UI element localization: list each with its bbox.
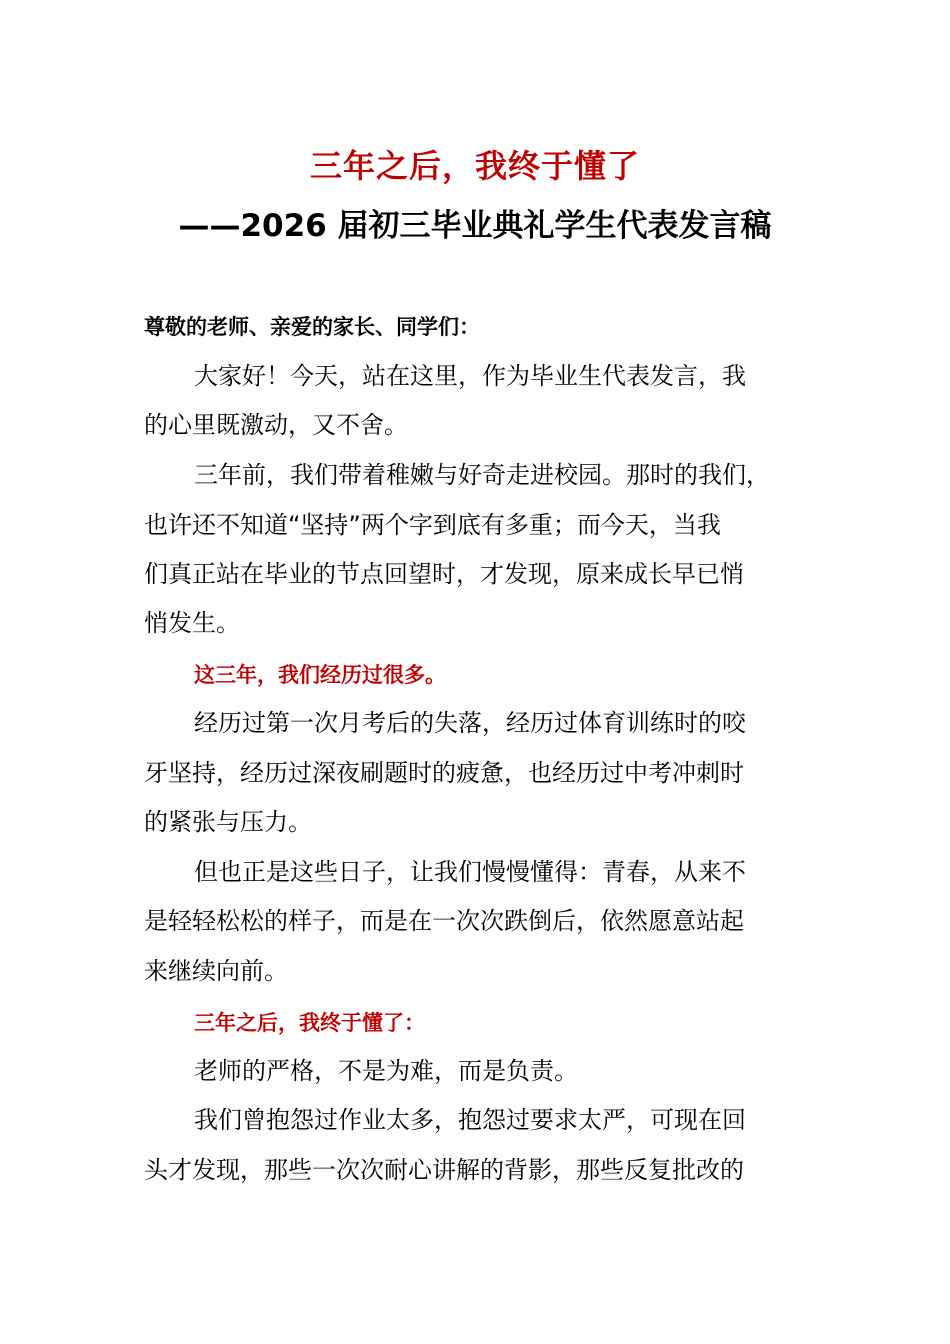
page-title: 三年之后，我终于懂了 xyxy=(309,147,640,185)
section-heading: 这三年，我们经历过很多。 xyxy=(194,663,446,687)
paragraph-line: 头才发现，那些一次次耐心讲解的背影，那些反复批改的 xyxy=(144,1156,744,1184)
paragraph-line: 经历过第一次月考后的失落，经历过体育训练时的咬 xyxy=(194,709,746,737)
paragraph-line: 来继续向前。 xyxy=(144,957,288,985)
paragraph-line: 们真正站在毕业的节点回望时，才发现，原来成长早已悄 xyxy=(144,560,744,588)
page-subtitle: ——2026 届初三毕业典礼学生代表发言稿 xyxy=(178,208,772,244)
paragraph-line: 但也正是这些日子，让我们慢慢懂得：青春，从来不 xyxy=(194,858,746,886)
section-heading: 三年之后，我终于懂了： xyxy=(194,1011,425,1035)
salutation: 尊敬的老师、亲爱的家长、同学们： xyxy=(144,315,480,339)
paragraph-line: 三年前，我们带着稚嫩与好奇走进校园。那时的我们， xyxy=(194,461,770,489)
paragraph-line: 悄发生。 xyxy=(144,609,240,637)
paragraph-line: 是轻轻松松的样子，而是在一次次跌倒后，依然愿意站起 xyxy=(144,907,744,935)
paragraph-line: 老师的严格，不是为难，而是负责。 xyxy=(194,1057,578,1085)
paragraph-line: 我们曾抱怨过作业太多，抱怨过要求太严，可现在回 xyxy=(194,1106,746,1134)
paragraph-line: 的心里既激动，又不舍。 xyxy=(144,411,408,439)
paragraph-line: 的紧张与压力。 xyxy=(144,808,312,836)
paragraph-line: 也许还不知道“坚持”两个字到底有多重；而今天，当我 xyxy=(144,511,721,539)
paragraph-line: 牙坚持，经历过深夜刷题时的疲惫，也经历过中考冲刺时 xyxy=(144,759,744,787)
paragraph-line: 大家好！今天，站在这里，作为毕业生代表发言，我 xyxy=(194,362,746,390)
